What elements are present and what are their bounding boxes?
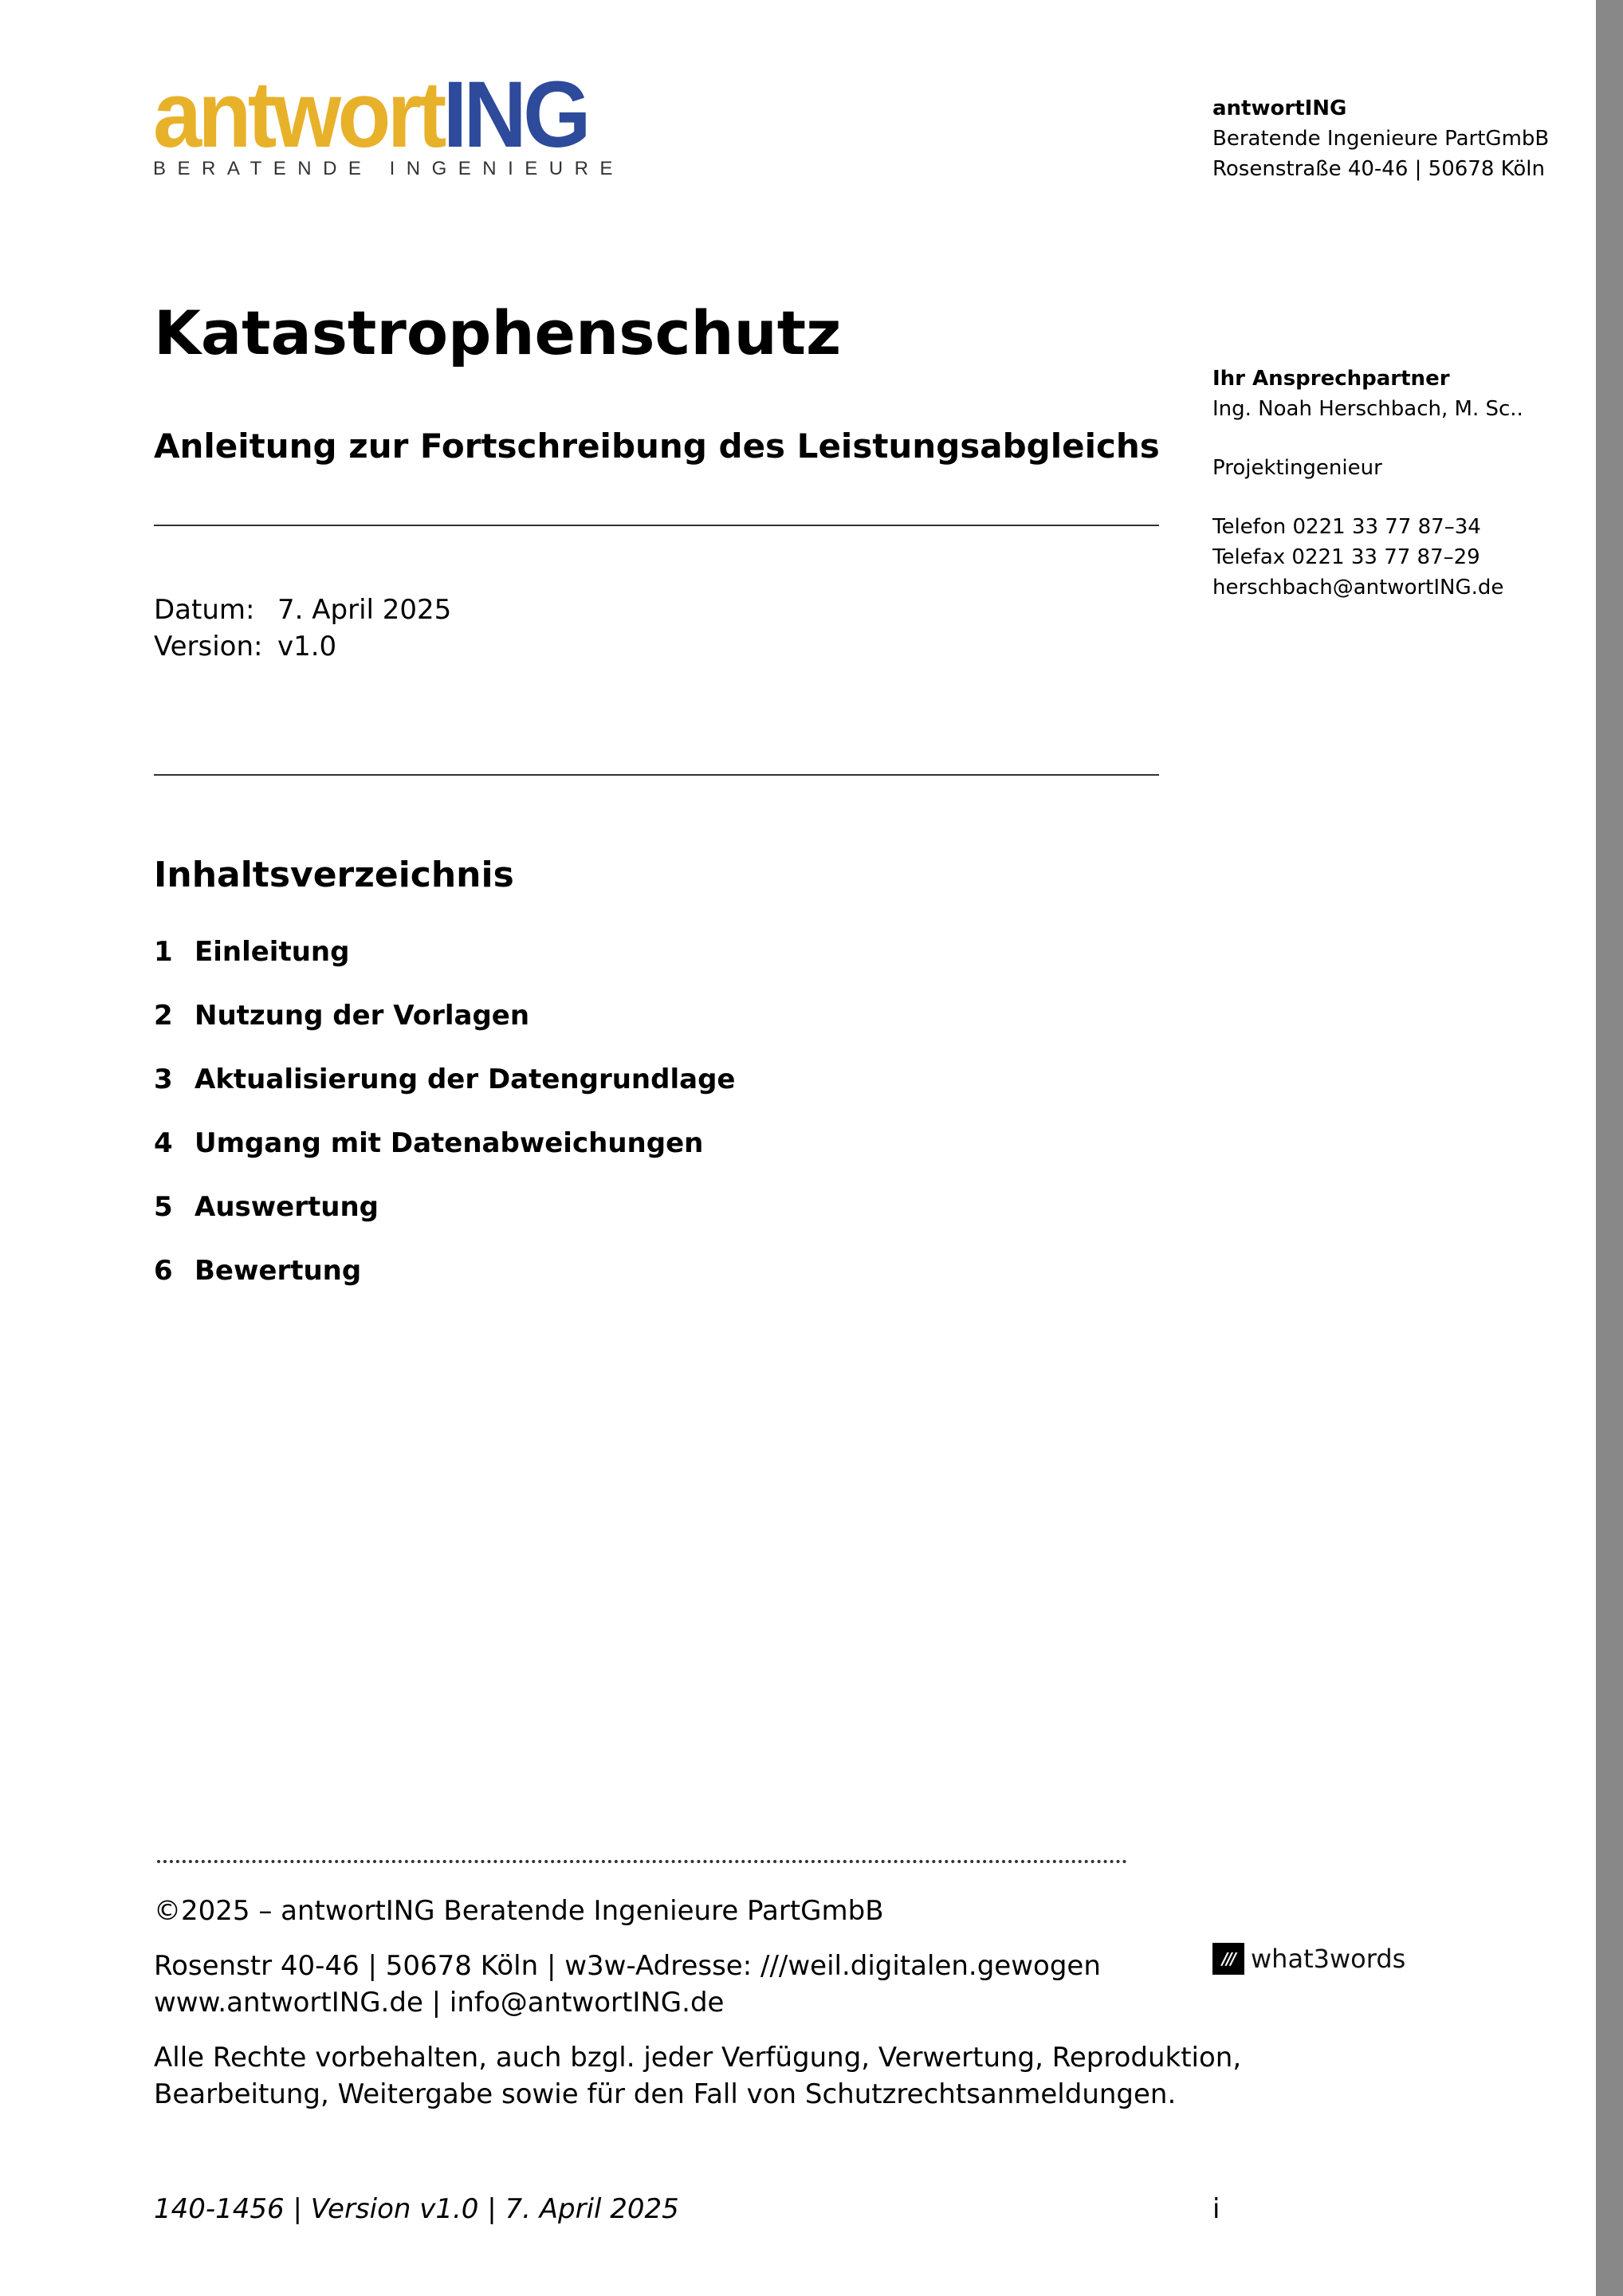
toc-item[interactable] [154, 1186, 735, 1250]
contact-heading: Ihr Ansprechpartner [1212, 367, 1450, 391]
contact-email: herschbach@antwortING.de [1212, 576, 1504, 600]
toc-item-label: Bewertung [195, 1255, 362, 1287]
toc-item-label: Einleitung [195, 936, 350, 968]
date-row [154, 592, 451, 628]
contact-info [1212, 364, 1523, 603]
toc-item-label: Aktualisierung der Datengrundlage [195, 1063, 736, 1095]
logo-wordmark [153, 62, 588, 167]
toc-item[interactable] [154, 931, 735, 995]
toc-item-number: 3 [154, 1063, 173, 1095]
toc-item-label: Auswertung [195, 1191, 379, 1223]
company-type: Beratende Ingenieure PartGmbB [1212, 127, 1550, 151]
table-of-contents [154, 931, 735, 1314]
toc-item-number: 2 [154, 1000, 173, 1032]
divider-top [154, 525, 1159, 526]
page-footer-info: 140-1456 | Version v1.0 | 7. April 2025 [154, 2193, 679, 2225]
toc-heading: Inhaltsverzeichnis [154, 855, 514, 895]
what3words-icon: /// [1212, 1943, 1244, 1975]
version-label: Version: [154, 631, 263, 662]
toc-item-number: 5 [154, 1191, 173, 1223]
footer-rights-line1: Alle Rechte vorbehalten, auch bzgl. jeder Verfügung, Verwertung, Reproduktion, [154, 2042, 1242, 2074]
document-title: Katastrophenschutz [154, 297, 842, 368]
date-label: Datum: [154, 594, 255, 626]
page-number: i [1212, 2193, 1220, 2225]
contact-role: Projektingenieur [1212, 456, 1382, 480]
toc-item-number: 1 [154, 936, 173, 968]
company-info [1212, 93, 1549, 184]
document-subtitle: Anleitung zur Fortschreibung des Leistungsabgleichs [154, 427, 1160, 466]
company-name: antwortING [1212, 96, 1347, 120]
footer-address-line1: Rosenstr 40-46 | 50678 Köln | w3w-Adresse: ///weil.digitalen.gewogen [154, 1950, 1101, 1982]
divider-bottom [154, 774, 1159, 776]
toc-item[interactable] [154, 995, 735, 1059]
page-edge-bar [1596, 0, 1623, 2296]
logo-part-antwort: antwort [153, 62, 443, 167]
logo-part-ing: ING [442, 62, 588, 167]
date-value: 7. April 2025 [277, 594, 452, 626]
toc-item[interactable] [154, 1122, 735, 1186]
footer-rights [154, 2039, 1241, 2113]
footer-copyright: ©2025 – antwortING Beratende Ingenieure PartGmbB [154, 1895, 884, 1927]
footer-dotted-divider [157, 1860, 1127, 1863]
footer-rights-line2: Bearbeitung, Weitergabe sowie für den Fall von Schutzrechtsanmeldungen. [154, 2078, 1177, 2110]
toc-item-number: 6 [154, 1255, 173, 1287]
toc-item-label: Nutzung der Vorlagen [195, 1000, 530, 1032]
contact-name: Ing. Noah Herschbach, M. Sc.. [1212, 397, 1523, 421]
company-address: Rosenstraße 40-46 | 50678 Köln [1212, 157, 1546, 181]
toc-item-label: Umgang mit Datenabweichungen [195, 1127, 704, 1159]
company-logo [153, 62, 624, 180]
contact-fax: Telefax 0221 33 77 87–29 [1212, 545, 1480, 569]
toc-item[interactable] [154, 1059, 735, 1122]
version-row [154, 628, 451, 665]
toc-item[interactable] [154, 1250, 735, 1314]
version-value: v1.0 [277, 631, 337, 662]
footer-address [154, 1948, 1101, 2021]
footer-address-line2: www.antwortING.de | info@antwortING.de [154, 1987, 725, 2019]
contact-phone: Telefon 0221 33 77 87–34 [1212, 515, 1481, 539]
what3words-text: what3words [1251, 1944, 1406, 1974]
toc-item-number: 4 [154, 1127, 173, 1159]
what3words-logo [1212, 1943, 1405, 1975]
logo-tagline: BERATENDE INGENIEURE [153, 158, 624, 179]
document-meta [154, 592, 451, 665]
